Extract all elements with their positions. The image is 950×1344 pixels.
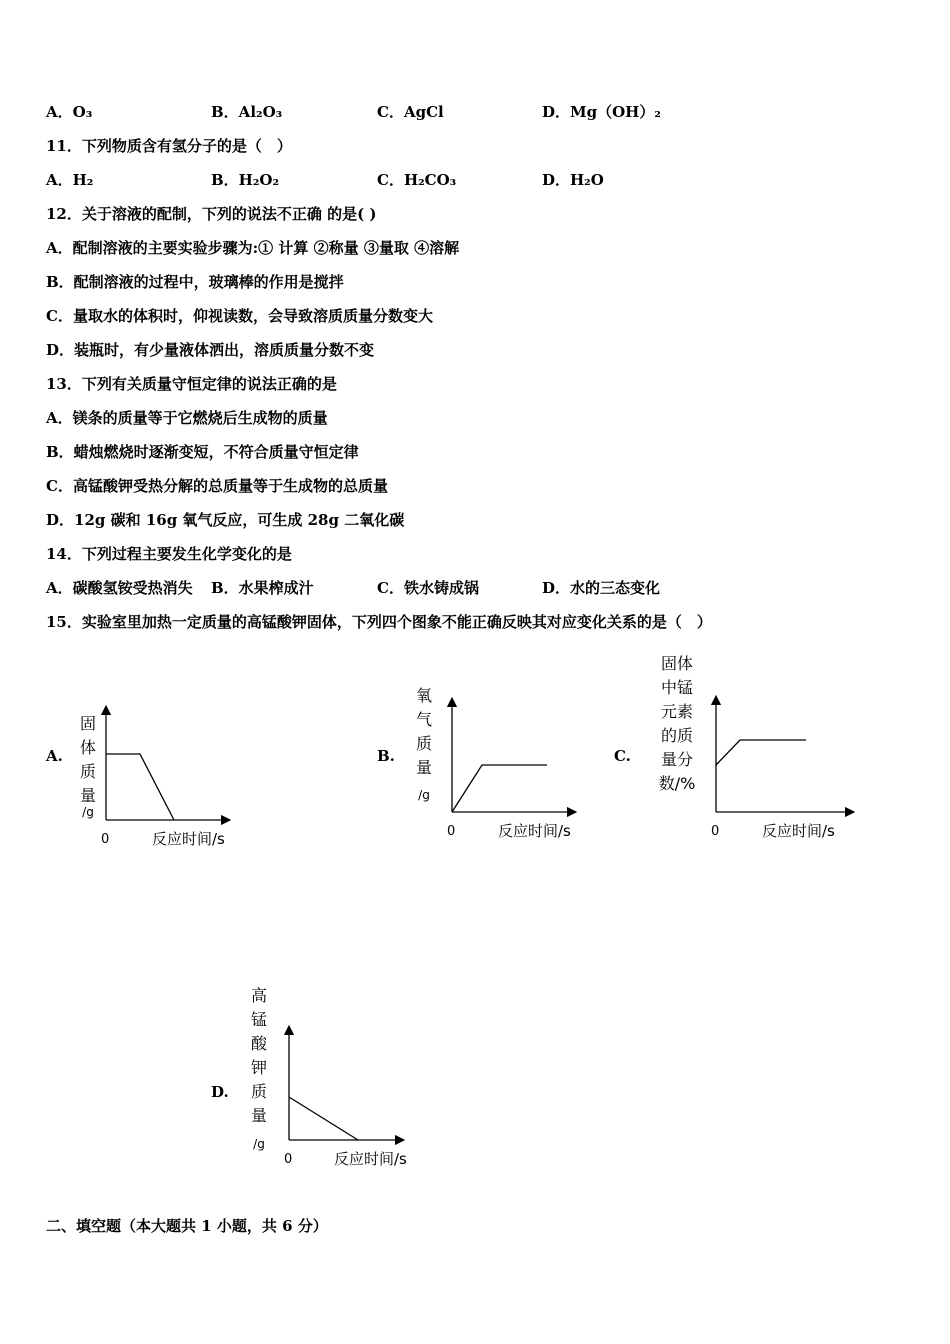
section-2-heading: 二、填空题（本大题共 1 小题，共 6 分） — [46, 1217, 328, 1235]
q11-option-b: B．H₂O₂ — [211, 171, 280, 189]
graph-a-yunit: /g — [82, 805, 94, 819]
graph-a-letter: A. — [46, 747, 63, 765]
q12-stem: 12．关于溶液的配制，下列的说法不正确 的是( ) — [46, 205, 377, 223]
q13-option-d: D．12g 碳和 16g 氧气反应，可生成 28g 二氧化碳 — [46, 511, 405, 529]
q13-stem: 13．下列有关质量守恒定律的说法正确的是 — [46, 375, 337, 393]
graph-b-origin: 0 — [447, 824, 456, 839]
graph-d-letter: D. — [211, 1083, 229, 1101]
graph-d-xlabel: 反应时间/s — [334, 1150, 407, 1168]
q13-option-b: B．蜡烛燃烧时逐渐变短，不符合质量守恒定律 — [46, 443, 359, 461]
q14-option-a: A．碳酸氢铵受热消失 — [46, 579, 193, 597]
q11-option-a: A．H₂ — [46, 171, 94, 189]
graph-c-letter: C. — [614, 747, 631, 765]
q11-option-c: C．H₂CO₃ — [377, 171, 457, 189]
graph-b-xlabel: 反应时间/s — [498, 822, 571, 840]
q10-option-b: B．Al₂O₃ — [211, 103, 283, 121]
q14-option-b: B．水果榨成汁 — [211, 579, 314, 597]
graph-d-ylabel: 高锰酸钾质量 — [250, 986, 267, 1125]
q10-option-a: A．O₃ — [46, 103, 93, 121]
q12-option-b: B．配制溶液的过程中，玻璃棒的作用是搅拌 — [46, 273, 344, 291]
graph-b-ylabel: 氧气质量 — [415, 686, 432, 777]
q12-option-d: D．装瓶时，有少量液体洒出，溶质质量分数不变 — [46, 341, 375, 359]
graph-a-xlabel: 反应时间/s — [152, 830, 225, 848]
q11-stem: 11．下列物质含有氢分子的是（ ） — [46, 137, 292, 155]
graph-a-ylabel: 固体质量 — [79, 714, 96, 805]
q10-option-d: D．Mg（OH）₂ — [542, 103, 661, 121]
graph-d-yunit: /g — [253, 1137, 265, 1151]
graph-d-curve — [289, 1097, 358, 1140]
q14-stem: 14．下列过程主要发生化学变化的是 — [46, 545, 292, 563]
q14-option-c: C．铁水铸成锅 — [377, 579, 479, 597]
graph-c-ylabel: 固体中锰元素的质量分数/% — [658, 654, 696, 793]
q15-stem: 15．实验室里加热一定质量的高锰酸钾固体，下列四个图象不能正确反映其对应变化关系的是（ ） — [46, 613, 712, 631]
graph-b-letter: B. — [377, 747, 395, 765]
q11-option-d: D．H₂O — [542, 171, 604, 189]
graph-d-origin: 0 — [284, 1152, 293, 1167]
graph-a-origin: 0 — [101, 832, 110, 847]
graph-c-origin: 0 — [711, 824, 720, 839]
q12-option-c: C．量取水的体积时，仰视读数，会导致溶质质量分数变大 — [46, 307, 433, 325]
q13-option-a: A．镁条的质量等于它燃烧后生成物的质量 — [46, 409, 328, 427]
q13-option-c: C．高锰酸钾受热分解的总质量等于生成物的总质量 — [46, 477, 388, 495]
q14-option-d: D．水的三态变化 — [542, 579, 661, 597]
q10-option-c: C．AgCl — [377, 103, 444, 121]
graph-c-xlabel: 反应时间/s — [762, 822, 835, 840]
graph-b-yunit: /g — [418, 788, 430, 802]
q12-option-a: A．配制溶液的主要实验步骤为:① 计算 ②称量 ③量取 ④溶解 — [46, 239, 460, 257]
